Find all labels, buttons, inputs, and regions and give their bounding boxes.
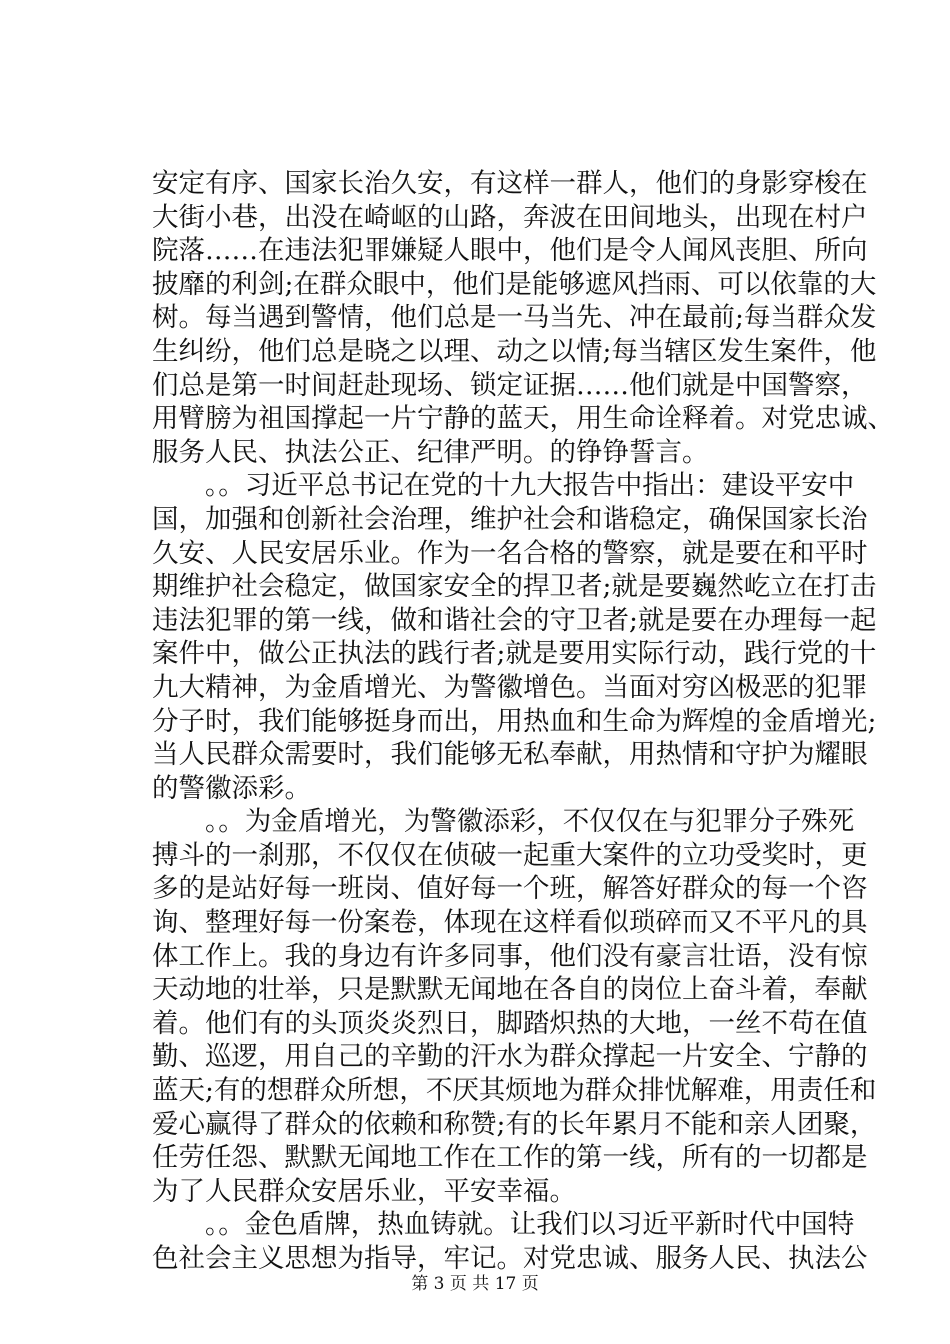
text-line: 着。他们有的头顶炎炎烈日，脚踏炽热的大地，一丝不苟在值	[152, 1007, 868, 1039]
text-line: 体工作上。我的身边有许多同事，他们没有豪言壮语，没有惊	[152, 940, 868, 972]
text-line: 色社会主义思想为指导，牢记。对党忠诚、服务人民、执法公	[152, 1243, 868, 1274]
text-line: 久安、人民安居乐业。作为一名合格的警察，就是要在和平时	[152, 537, 868, 569]
text-line: 搏斗的一刹那，不仅仅在侦破一起重大案件的立功受奖时，更	[152, 839, 868, 871]
text-line: 分子时，我们能够挺身而出，用热血和生命为辉煌的金盾增光;	[152, 705, 877, 737]
page-number-footer: 第 3 页 共 17 页	[411, 1274, 539, 1294]
text-line: 生纠纷，他们总是晓之以理、动之以情;每当辖区发生案件，他	[152, 335, 877, 367]
text-line: 蓝天;有的想群众所想，不厌其烦地为群众排忧解难，用责任和	[152, 1075, 877, 1107]
text-line: 案件中，做公正执法的践行者;就是要用实际行动，践行党的十	[152, 638, 877, 670]
text-line: 多的是站好每一班岗、值好每一个班，解答好群众的每一个咨	[152, 873, 868, 905]
text-line: 爱心赢得了群众的依赖和称赞;有的长年累月不能和亲人团聚，	[152, 1108, 877, 1140]
text-line: 。。习近平总书记在党的十九大报告中指出：建设平安中	[152, 470, 855, 502]
text-line: 任劳任怨、默默无闻地工作在工作的第一线，所有的一切都是	[152, 1142, 868, 1174]
text-line: 当人民群众需要时，我们能够无私奉献，用热情和守护为耀眼	[152, 739, 868, 771]
text-line: 的警徽添彩。	[152, 772, 311, 804]
text-line: 院落……在违法犯罪嫌疑人眼中，他们是令人闻风丧胆、所向	[152, 235, 868, 267]
text-line: 。。为金盾增光，为警徽添彩，不仅仅在与犯罪分子殊死	[152, 806, 855, 838]
text-line: 九大精神，为金盾增光、为警徽增色。当面对穷凶极恶的犯罪	[152, 671, 868, 703]
text-line: 树。每当遇到警情，他们总是一马当先、冲在最前;每当群众发	[152, 302, 877, 334]
text-line: 天动地的壮举，只是默默无闻地在各自的岗位上奋斗着，奉献	[152, 974, 868, 1006]
text-line: 们总是第一时间赶赴现场、锁定证据……他们就是中国警察，	[152, 369, 868, 401]
text-line: 大街小巷，出没在崎岖的山路，奔波在田间地头，出现在村户	[152, 201, 868, 233]
text-line: 用臂膀为祖国撑起一片宁静的蓝天，用生命诠释着。对党忠诚、	[152, 403, 894, 435]
text-line: 为了人民群众安居乐业，平安幸福。	[152, 1175, 576, 1207]
text-line: 。。金色盾牌，热血铸就。让我们以习近平新时代中国特	[152, 1209, 855, 1241]
text-line: 询、整理好每一份案卷，体现在这样看似琐碎而又不平凡的具	[152, 907, 868, 939]
text-line: 安定有序、国家长治久安，有这样一群人，他们的身影穿梭在	[152, 168, 868, 199]
text-line: 期维护社会稳定，做国家安全的捍卫者;就是要巍然屹立在打击	[152, 571, 877, 603]
body-text	[152, 167, 894, 1276]
text-line: 国，加强和创新社会治理，维护社会和谐稳定，确保国家长治	[152, 503, 868, 535]
text-line: 服务人民、执法公正、纪律严明。的铮铮誓言。	[152, 436, 709, 468]
text-line: 勤、巡逻，用自己的辛勤的汗水为群众撑起一片安全、宁静的	[152, 1041, 868, 1073]
text-line: 披靡的利剑;在群众眼中，他们是能够遮风挡雨、可以依靠的大	[152, 268, 877, 300]
text-line: 违法犯罪的第一线，做和谐社会的守卫者;就是要在办理每一起	[152, 604, 877, 636]
